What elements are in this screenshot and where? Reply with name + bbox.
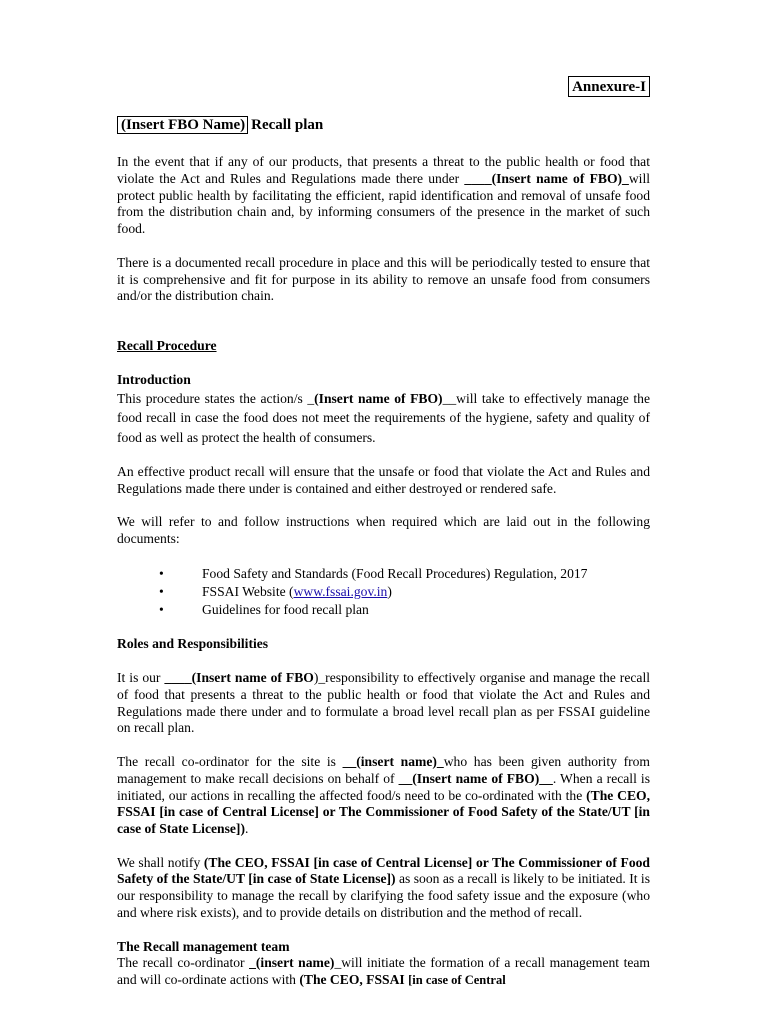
documented-procedure-paragraph: There is a documented recall procedure in place and this will be periodically tested to ensure that it is comprehensive and fit for purpose in its ability to remove an unsafe food from consumers and/or the distribution chain. — [117, 254, 650, 304]
annexure-label: Annexure-I — [568, 76, 650, 97]
bullet-icon: • — [159, 583, 164, 599]
coordinator-paragraph: The recall co-ordinator for the site is __(insert name)_who has been given authority from management to make recall decisions on behalf of __(Insert name of FBO)__. When a recall is initiated, our actions in recalling the affected food/s need to be co-ordinated with the (The CEO, FSSAI [in case of Central License] or The Commissioner of Food Safety of the State/UT [in case of State License]). — [117, 753, 651, 837]
introduction-heading: Introduction — [117, 371, 191, 387]
title-text: Recall plan — [251, 117, 324, 133]
fbo-name-placeholder: (Insert FBO Name) — [117, 116, 248, 134]
list-item: • FSSAI Website (www.fssai.gov.in) — [117, 583, 650, 601]
notify-paragraph: We shall notify (The CEO, FSSAI [in case of Central License] or The Commissioner of Food Safety of the State/UT [in case of State License]) as soon as a recall is likely to be initiated. It is our responsibility to manage the recall by clarifying the food safety issue and the exposure (who and where risk exists), and to provide details on distribution and the method of recall. — [117, 854, 650, 921]
list-item: • Food Safety and Standards (Food Recall Procedures) Regulation, 2017 — [117, 565, 650, 583]
intro-paragraph: In the event that if any of our products, that presents a threat to the public health or food that violate the Act and Rules and Regulations made there under ____(Insert name of FBO)_will protect public health by facilitating the efficient, rapid identification and removal of unsafe food from the distribution chain and, by informing consumers of the presence in the market of such food. — [117, 154, 650, 237]
roles-paragraph: It is our ____(Insert name of FBO)_responsibility to effectively organise and manage the recall of food that presents a threat to the public health or food that violate the Act and Rules and Regulations made there under and to formulate a broad level recall plan as per FSSAI guideline on recall plan. — [117, 669, 650, 736]
fssai-website-link[interactable]: www.fssai.gov.in — [293, 583, 388, 599]
roles-heading: Roles and Responsibilities — [117, 636, 269, 652]
bullet-icon: • — [159, 602, 164, 618]
introduction-paragraph: This procedure states the action/s _(Insert name of FBO)__will take to effectively manage the food recall in case the food does not meet the requirements of the hygiene, safety and quality of food as well as protect the health of consumers. — [117, 390, 650, 445]
bullet-icon: • — [159, 565, 164, 581]
recall-team-heading: The Recall management team — [117, 938, 290, 954]
list-item: • Guidelines for food recall plan — [117, 601, 650, 619]
recall-procedure-heading: Recall Procedure — [117, 338, 217, 354]
page-title — [117, 116, 323, 134]
refer-documents-paragraph: We will refer to and follow instructions when required which are laid out in the following documents: — [117, 514, 650, 547]
recall-team-paragraph: The recall co-ordinator _(insert name)_will initiate the formation of a recall management team and will co-ordinate actions with (The CEO, FSSAI [in case of Central — [117, 955, 651, 988]
document-body — [117, 154, 650, 989]
effective-recall-paragraph: An effective product recall will ensure that the unsafe or food that violate the Act and Rules and Regulations made there under is contained and either destroyed or rendered safe. — [117, 463, 650, 496]
documents-list — [117, 565, 650, 620]
